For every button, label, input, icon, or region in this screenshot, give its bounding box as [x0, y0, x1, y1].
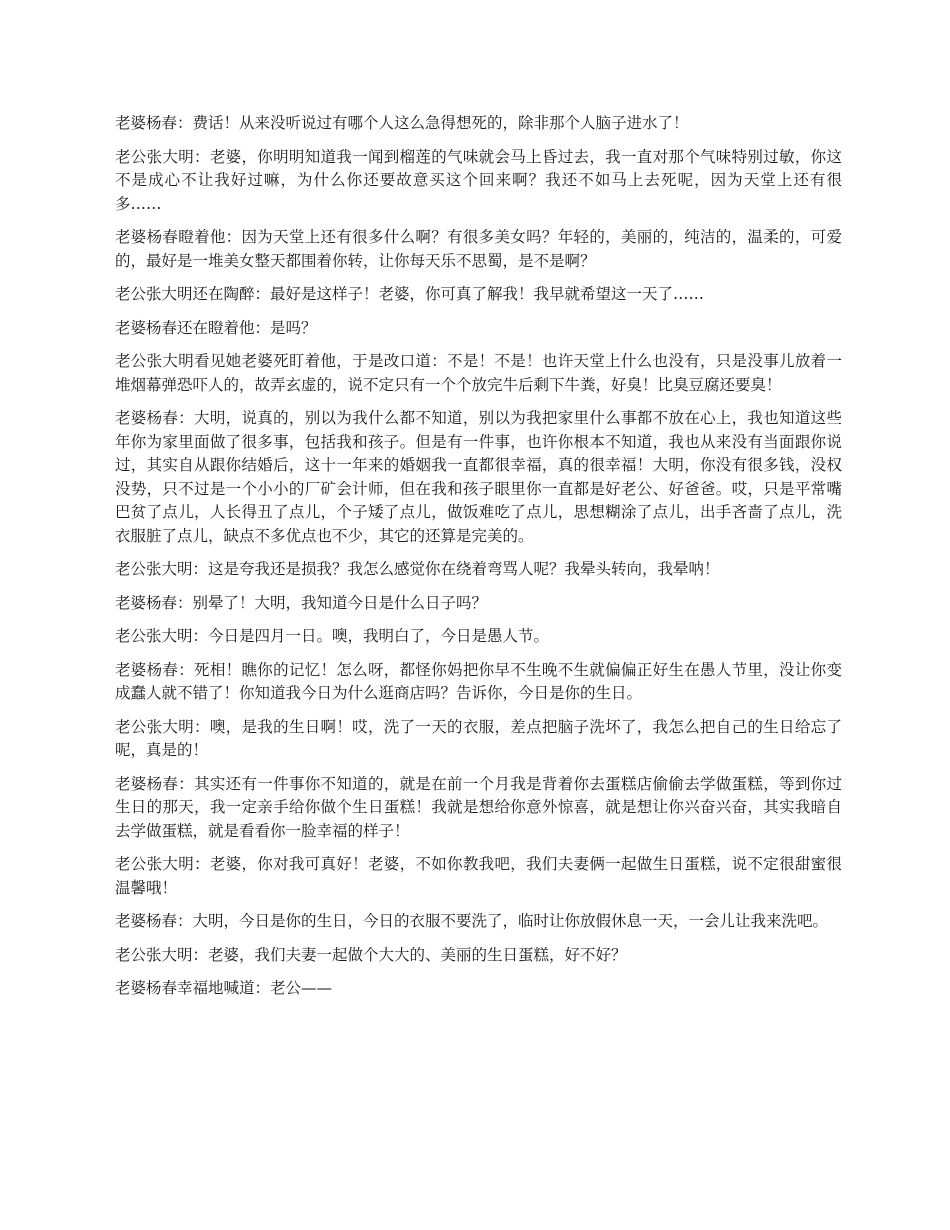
dialogue-paragraph-13: 老婆杨春：其实还有一件事你不知道的，就是在前一个月我是背着你去蛋糕店偷偷去学做蛋糕，等到你过生日的那天，我一定亲手给你做个生日蛋糕！我就是想给你意外惊喜，就是想让你兴奋兴奋，其实我暗自去学做蛋糕，就是看看你一脸幸福的样子！ [115, 774, 842, 840]
dialogue-paragraph-2: 老公张大明：老婆，你明明知道我一闻到榴莲的气味就会马上昏过去，我一直对那个气味特别过敏，你这不是成心不让我好过嘛，为什么你还要故意买这个回来啊？我还不如马上去死呢，因为天堂上还有很多…… [115, 147, 842, 213]
document-page [115, 112, 842, 1011]
dialogue-paragraph-10: 老公张大明：今日是四月一日。噢，我明白了，今日是愚人节。 [115, 627, 550, 645]
dialogue-paragraph-12: 老公张大明：噢，是我的生日啊！哎，洗了一天的衣服，差点把脑子洗坏了，我怎么把自己的生日给忘了呢，真是的！ [115, 717, 842, 759]
dialogue-paragraph-11: 老婆杨春：死相！瞧你的记忆！怎么呀，都怪你妈把你早不生晚不生就偏偏正好生在愚人节里，没让你变成蠢人就不错了！你知道我今日为什么逛商店吗？告诉你，今日是你的生日。 [115, 660, 842, 702]
dialogue-paragraph-15: 老婆杨春：大明，今日是你的生日，今日的衣服不要洗了，临时让你放假休息一天，一会儿让我来洗吧。 [115, 912, 829, 930]
dialogue-paragraph-17: 老婆杨春幸福地喊道：老公—— [115, 979, 333, 997]
dialogue-paragraph-3: 老婆杨春瞪着他：因为天堂上还有很多什么啊？有很多美女吗？年轻的，美丽的，纯洁的，温柔的，可爱的，最好是一堆美女整天都围着你转，让你每天乐不思蜀，是不是啊？ [115, 228, 842, 270]
dialogue-paragraph-16: 老公张大明：老婆，我们夫妻一起做个大大的、美丽的生日蛋糕，好不好？ [115, 945, 627, 964]
dialogue-paragraph-9: 老婆杨春：别晕了！大明，我知道今日是什么日子吗？ [115, 593, 488, 612]
dialogue-paragraph-1: 老婆杨春：费话！从来没听说过有哪个人这么急得想死的，除非那个人脑子进水了！ [115, 114, 689, 132]
dialogue-paragraph-7: 老婆杨春：大明，说真的，别以为我什么都不知道，别以为我把家里什么事都不放在心上，我也知道这些年你为家里面做了很多事，包括我和孩子。但是有一件事，也许你根本不知道，我也从来没有当面跟你说过，其实自从跟你结婚后，这十一年来的婚姻我一直都很幸福，真的很幸福！大明，你没有很多钱，没权没势，只不过是一个小小的厂矿会计师，但在我和孩子眼里你一直都是好老公、好爸爸。哎，只是平常嘴巴贫了点儿，人长得丑了点儿，个子矮了点儿，做饭难吃了点儿，思想糊涂了点儿，出手吝啬了点儿，洗衣服脏了点儿，缺点不多优点也不少，其它的还算是完美的。 [115, 409, 842, 545]
dialogue-paragraph-14: 老公张大明：老婆，你对我可真好！老婆，不如你教我吧，我们夫妻俩一起做生日蛋糕，说不定很甜蜜很温馨哦！ [115, 855, 842, 897]
dialogue-paragraph-5: 老婆杨春还在瞪着他：是吗？ [115, 318, 317, 337]
dialogue-paragraph-4: 老公张大明还在陶醉：最好是这样子！老婆，你可真了解我！我早就希望这一天了…… [115, 285, 705, 303]
dialogue-paragraph-6: 老公张大明看见她老婆死盯着他，于是改口道：不是！不是！也许天堂上什么也没有，只是没事儿放着一堆烟幕弹恐吓人的，故弄玄虚的，说不定只有一个个放完牛后剩下牛粪，好臭！比臭豆腐还要臭！ [115, 352, 842, 394]
dialogue-paragraph-8: 老公张大明：这是夸我还是损我？我怎么感觉你在绕着弯骂人呢？我晕头转向，我晕呐！ [115, 560, 720, 578]
